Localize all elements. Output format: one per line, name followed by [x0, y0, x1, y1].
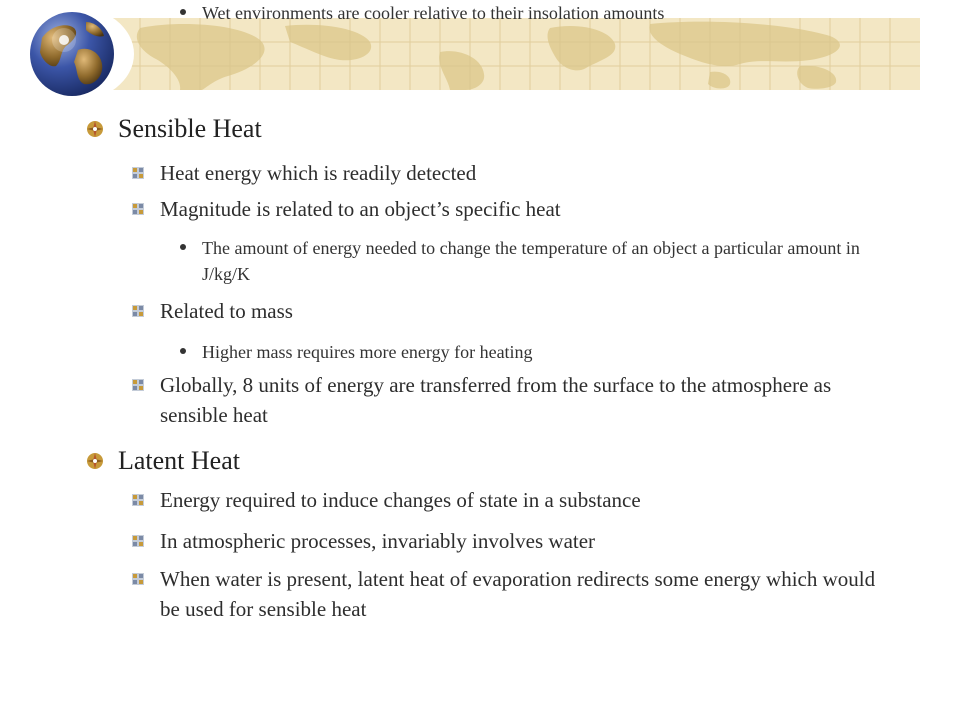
- section-heading-text: Sensible Heat: [118, 114, 262, 143]
- bullet-item-text: When water is present, latent heat of evaporation redirects some energy which would be used for sensible heat: [160, 567, 876, 621]
- sub-bullet-text: Higher mass requires more energy for heating: [202, 342, 533, 362]
- grid-square-bullet-icon: [132, 167, 144, 179]
- grid-square-bullet-icon: [132, 203, 144, 215]
- grid-square-bullet-icon: [132, 379, 144, 391]
- dot-bullet: [180, 244, 186, 250]
- dot-bullet: [180, 9, 186, 15]
- section-heading-text: Latent Heat: [118, 446, 240, 475]
- bullet-item-text: Energy required to induce changes of state in a substance: [160, 488, 641, 512]
- bullet-item-text: Magnitude is related to an object’s specific heat: [160, 197, 561, 221]
- bullet-item-text: Heat energy which is readily detected: [160, 161, 477, 185]
- grid-square-bullet-icon: [132, 573, 144, 585]
- compass-bullet-icon: [86, 120, 104, 138]
- bullet-item-text: Related to mass: [160, 299, 293, 323]
- world-map-banner: [110, 18, 920, 90]
- grid-square-bullet-icon: [132, 535, 144, 547]
- grid-square-bullet-icon: [132, 305, 144, 317]
- globe-icon: [28, 10, 116, 98]
- dot-bullet: [180, 348, 186, 354]
- sub-bullet-text: The amount of energy needed to change the temperature of an object a particular amount in J/kg/K: [202, 238, 860, 284]
- grid-square-bullet-icon: [132, 494, 144, 506]
- bullet-item-text: Globally, 8 units of energy are transferred from the surface to the atmosphere as sensible heat: [160, 373, 832, 427]
- bullet-item-text: In atmospheric processes, invariably involves water: [160, 529, 596, 553]
- compass-bullet-icon: [86, 452, 104, 470]
- sub-bullet-text: Wet environments are cooler relative to their insolation amounts: [202, 3, 665, 23]
